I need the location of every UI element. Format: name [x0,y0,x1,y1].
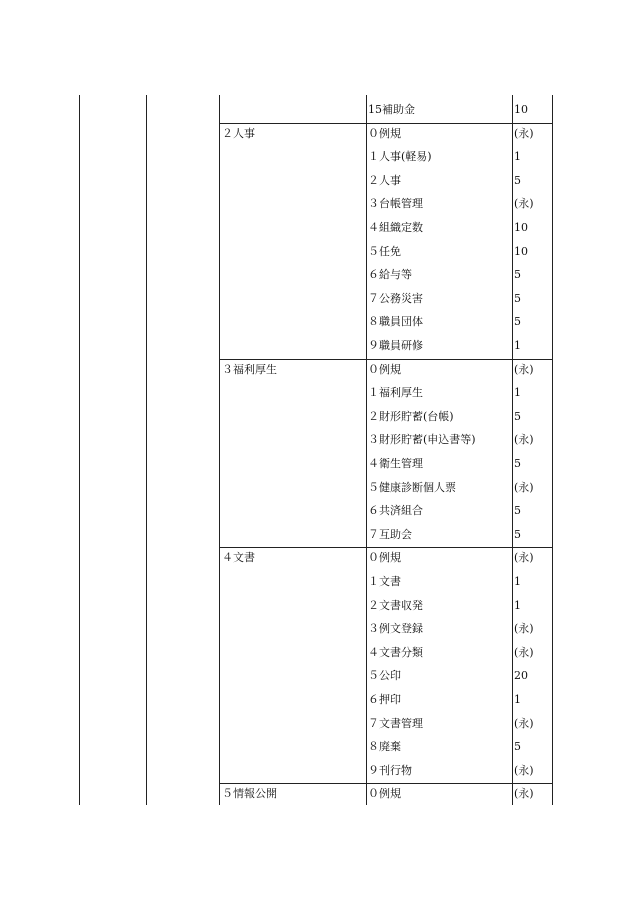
item-name: ６給与等 [368,268,412,282]
group-label: ５情報公開 [222,787,277,801]
item-name: ５任免 [368,244,401,258]
retention-period: (永) [514,433,534,447]
item-name: ７公務災害 [368,291,423,305]
group-label: ３福利厚生 [222,362,277,376]
item-name: ０例規 [368,551,401,565]
item-name: ８廃棄 [368,740,401,754]
item-name: １文書 [368,575,401,588]
retention-period: 10 [514,221,528,234]
item-name: ８職員団体 [368,315,423,329]
item-name: ５健康診断個人票 [368,480,456,494]
item-name: ４文書分類 [368,645,423,659]
retention-period: (永) [514,645,534,659]
item-name: ３財形貯蓄(申込書等) [368,433,476,447]
item-name: ０例規 [368,126,401,140]
item-name: １福利厚生 [368,386,423,400]
item-name: ６押印 [368,693,401,706]
group-label: ２人事 [222,126,255,140]
item-name: ９職員研修 [368,339,423,352]
retention-period: 10 [514,103,528,116]
retention-period: 5 [514,268,521,282]
item-name: ３例文登録 [368,622,423,636]
retention-period: 5 [514,527,521,541]
item-name: ３台帳管理 [368,197,423,211]
retention-period: 1 [514,150,521,164]
item-name: ２財形貯蓄(台帳) [368,409,454,423]
group-divider [219,547,552,548]
retention-period: (永) [514,362,534,376]
retention-period: (永) [514,622,534,636]
item-name: 15補助金 [368,103,415,116]
item-name: ７文書管理 [368,716,423,730]
retention-period: 1 [514,339,521,352]
item-name: ２文書収発 [368,598,423,612]
retention-period: (永) [514,480,534,494]
retention-period: (永) [514,763,534,777]
item-name: ６共済組合 [368,504,423,518]
retention-period: 1 [514,575,521,588]
retention-period: 1 [514,386,521,400]
retention-period: 5 [514,291,521,305]
retention-period: (永) [514,716,534,730]
retention-period: (永) [514,126,534,140]
item-name: ７互助会 [368,527,412,541]
item-name: ４組織定数 [368,221,423,234]
retention-period: 5 [514,504,521,518]
retention-period: 5 [514,173,521,187]
item-name: ５公印 [368,669,401,683]
retention-period: 5 [514,409,521,423]
retention-period: 5 [514,315,521,329]
retention-period: (永) [514,551,534,565]
item-name: ９刊行物 [368,763,412,777]
group-divider [219,359,552,360]
group-divider [219,783,552,784]
retention-period: 5 [514,457,521,470]
retention-period: 1 [514,693,521,706]
group-divider [219,123,552,124]
retention-period: (永) [514,197,534,211]
retention-period: 5 [514,740,521,754]
retention-period: (永) [514,787,534,801]
item-name: ４衛生管理 [368,457,423,470]
item-name: ２人事 [368,173,401,187]
item-name: ０例規 [368,362,401,376]
retention-period: 1 [514,598,521,612]
item-name: ０例規 [368,787,401,801]
group-label: ４文書 [222,551,255,565]
retention-period: 10 [514,244,528,258]
item-name: １人事(軽易) [368,150,432,164]
retention-period: 20 [514,669,528,683]
